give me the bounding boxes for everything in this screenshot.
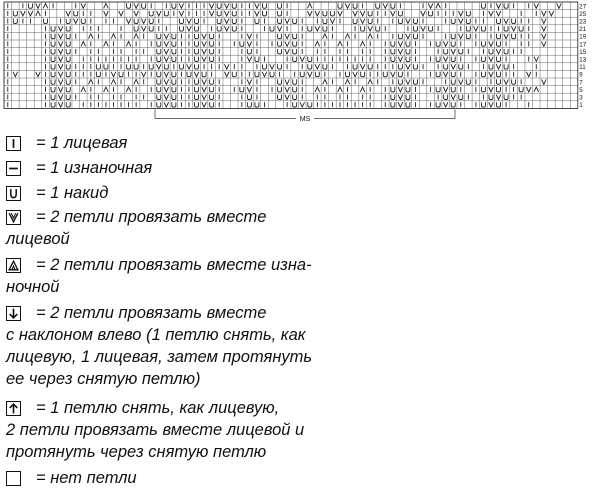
legend-item bbox=[6, 467, 600, 489]
no-stitch-icon bbox=[6, 471, 21, 486]
legend-text: = нет петли bbox=[36, 469, 137, 487]
chart-row bbox=[8, 3, 561, 8]
chart-row bbox=[8, 26, 546, 31]
chart-row bbox=[8, 79, 546, 84]
row-number-label: 17 bbox=[579, 41, 587, 49]
k2tog-icon bbox=[6, 210, 21, 225]
legend-text: = 2 петли провязать вместе изна- bbox=[36, 256, 312, 274]
legend-text: = 2 петли провязать вместе bbox=[36, 304, 267, 322]
chart-row bbox=[8, 95, 521, 100]
chart-row bbox=[8, 57, 539, 62]
legend-text-continuation: лицевой bbox=[6, 230, 70, 248]
knit-stitch-icon bbox=[6, 136, 21, 151]
legend-item bbox=[6, 302, 600, 390]
legend-item bbox=[6, 132, 600, 154]
legend-text-continuation: ночной bbox=[6, 278, 60, 296]
repeat-label: MS bbox=[299, 115, 311, 123]
legend-text: = 1 лицевая bbox=[36, 134, 128, 152]
ssk-icon bbox=[6, 306, 21, 321]
legend-text-continuation: протянуть через снятую петлю bbox=[6, 443, 267, 461]
chart-row bbox=[8, 19, 546, 24]
legend-text: = 1 петлю снять, как лицевую, bbox=[36, 399, 280, 417]
yarn-over-icon bbox=[6, 186, 21, 201]
row-number-label: 27 bbox=[579, 3, 587, 11]
row-number-label: 21 bbox=[579, 26, 587, 34]
legend-text-continuation: 2 петли провязать вместе лицевой и bbox=[6, 421, 305, 439]
chart-row bbox=[8, 34, 546, 39]
legend-text-continuation: ее через снятую петлю) bbox=[6, 370, 201, 388]
legend-item bbox=[6, 397, 600, 463]
row-number-label: 11 bbox=[579, 64, 586, 72]
row-number-label: 23 bbox=[579, 18, 587, 26]
legend-text-continuation: с наклоном влево (1 петлю снять, как bbox=[6, 326, 306, 344]
knitting-chart bbox=[0, 0, 600, 152]
legend-item bbox=[6, 206, 600, 250]
chart-row bbox=[8, 41, 546, 46]
row-number-label: 13 bbox=[579, 56, 587, 64]
repeat-bracket bbox=[155, 109, 455, 123]
row-number-label: 3 bbox=[579, 94, 583, 102]
row-number-label: 9 bbox=[579, 71, 583, 79]
row-number-label: 25 bbox=[579, 10, 587, 18]
row-number-label: 7 bbox=[579, 79, 583, 87]
legend-text: = 2 петли провязать вместе bbox=[36, 208, 267, 226]
p2tog-icon bbox=[6, 258, 21, 273]
row-number-label: 19 bbox=[579, 33, 587, 41]
row-number-label: 15 bbox=[579, 48, 587, 56]
legend-text: = 1 накид bbox=[36, 184, 109, 202]
chart-grid bbox=[4, 2, 578, 108]
row-number-label: 5 bbox=[579, 86, 583, 94]
legend-item bbox=[6, 182, 600, 204]
chart-row bbox=[8, 11, 554, 16]
row-number-label: 1 bbox=[579, 102, 583, 110]
chart-row bbox=[8, 49, 521, 54]
legend-text: = 1 изнаночная bbox=[36, 159, 153, 177]
legend-item bbox=[6, 254, 600, 298]
purl-stitch-icon bbox=[6, 161, 21, 176]
chart-row bbox=[8, 87, 539, 92]
sk2p-icon bbox=[6, 401, 21, 416]
legend-item bbox=[6, 157, 600, 179]
legend-text-continuation: лицевую, 1 лицевая, затем протянуть bbox=[6, 348, 313, 366]
